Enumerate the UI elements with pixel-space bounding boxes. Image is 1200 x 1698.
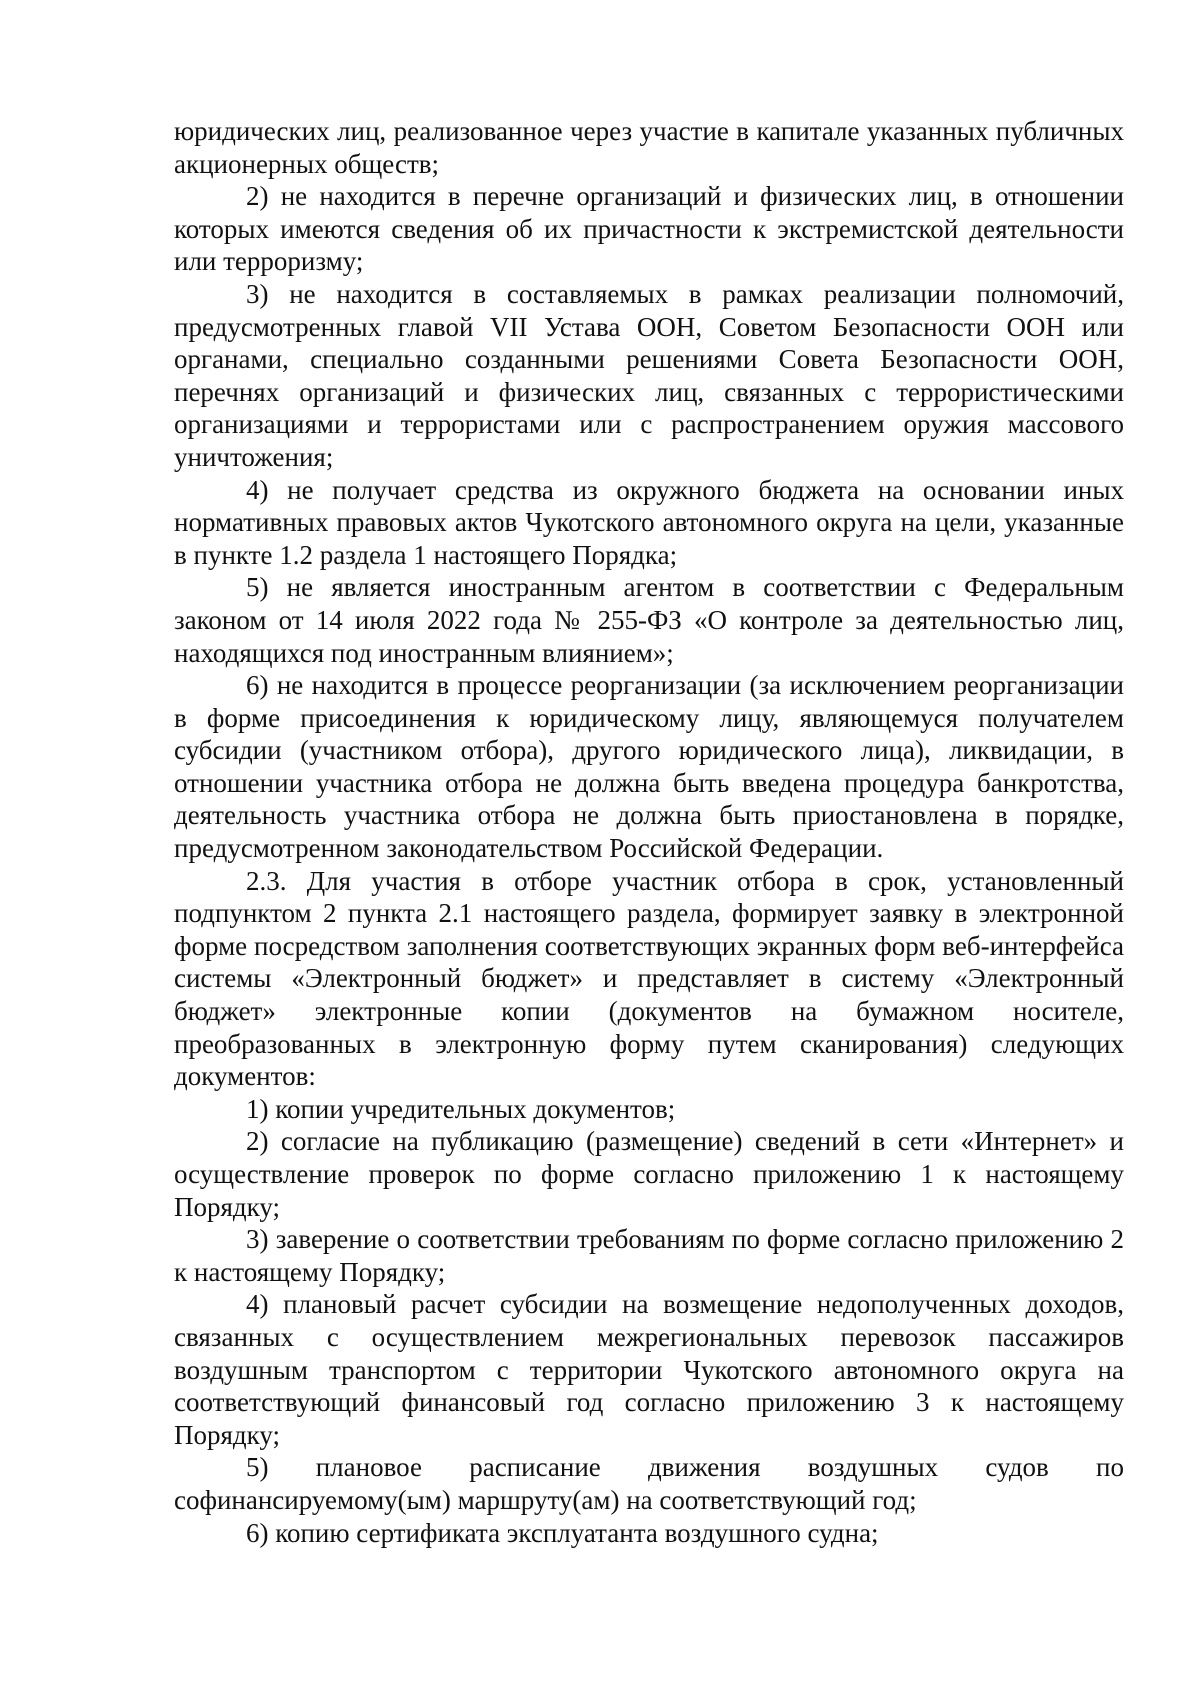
- paragraph-doc-4: 4) плановый расчет субсидии на возмещение недополученных доходов, связанных с осуществлением межрегиональных перевозок пассажиров воздушным транспортом с территории Чукотского автономного округа на соответствующий финансовый год согласно приложению 3 к настоящему Порядку;: [174, 1289, 1124, 1450]
- document-body: [174, 115, 1124, 1549]
- paragraph-doc-2: 2) согласие на публикацию (размещение) сведений в сети «Интернет» и осуществление проверок по форме согласно приложению 1 к настоящему Порядку;: [174, 1126, 1124, 1222]
- paragraph-item-4: 4) не получает средства из окружного бюджета на основании иных нормативных правовых актов Чукотского автономного округа на цели, указанные в пункте 1.2 раздела 1 настоящего Порядка;: [174, 474, 1124, 570]
- paragraph-item-3: 3) не находится в составляемых в рамках реализации полномочий, предусмотренных главой VII Устава ООН, Советом Безопасности ООН или органами, специально созданными решениями Совета Безопасности ООН, перечнях организаций и физических лиц, связанных с террористическими организациями и террористами или с распространением оружия массового уничтожения;: [174, 278, 1124, 472]
- paragraph-item-5: 5) не является иностранным агентом в соответствии с Федеральным законом от 14 июля 2022 года № 255-ФЗ «О контроле за деятельностью лиц, находящихся под иностранным влиянием»;: [174, 572, 1124, 668]
- paragraph-doc-3: 3) заверение о соответствии требованиям по форме согласно приложению 2 к настоящему Порядку;: [174, 1224, 1124, 1287]
- paragraph-doc-5: 5) плановое расписание движения воздушных судов по софинансируемому(ым) маршруту(ам) на соответствующий год;: [174, 1452, 1124, 1515]
- paragraph-item-2: 2) не находится в перечне организаций и физических лиц, в отношении которых имеются сведения об их причастности к экстремистской деятельности или терроризму;: [174, 181, 1124, 277]
- paragraph-continuation: юридических лиц, реализованное через участие в капитале указанных публичных акционерных обществ;: [174, 116, 1124, 179]
- paragraph-doc-1: 1) копии учредительных документов;: [246, 1093, 676, 1124]
- paragraph-item-6: 6) не находится в процессе реорганизации (за исключением реорганизации в форме присоединения к юридическому лицу, являющемуся получателем субсидии (участником отбора), другого юридического лица), ликвидации, в отношении участника отбора не должна быть введена процедура банкротства, деятельность участника отбора не должна быть приостановлена в порядке, предусмотренном законодательством Российской Федерации.: [174, 670, 1124, 864]
- paragraph-section-2-3: 2.3. Для участия в отборе участник отбора в срок, установленный подпунктом 2 пункта 2.1 настоящего раздела, формирует заявку в электронной форме посредством заполнения соответствующих экранных форм веб-интерфейса системы «Электронный бюджет» и представляет в систему «Электронный бюджет» электронные копии (документов на бумажном носителе, преобразованных в электронную форму путем сканирования) следующих документов:: [174, 865, 1124, 1092]
- paragraph-doc-6: 6) копию сертификата эксплуатанта воздушного судна;: [246, 1517, 879, 1548]
